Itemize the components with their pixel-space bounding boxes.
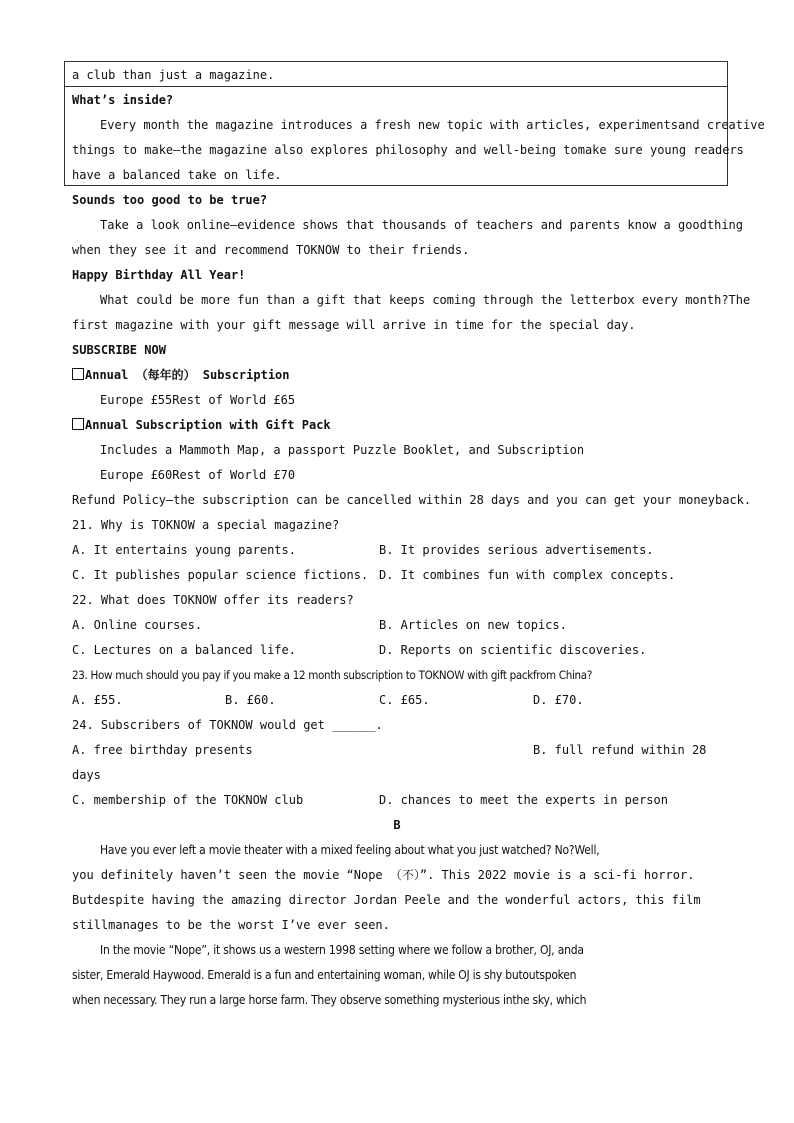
q21-row2 [72,568,722,582]
q22-option-a[interactable]: A. Online courses. [72,618,203,632]
question-22: 22. What does TOKNOW offer its readers? [72,593,354,607]
whats-inside-p3: have a balanced take on life. [72,168,282,182]
q23-row [72,693,722,707]
q24-option-b-continued: days [72,768,101,782]
text-box-divider [64,86,728,87]
option-gift-pack-includes: Includes a Mammoth Map, a passport Puzzle Booklet, and Subscription [100,443,585,457]
refund-policy: Refund Policy—the subscription can be cancelled within 28 days and you can get your moneyback. [72,493,752,507]
q24-row1 [72,743,722,757]
q21-option-b[interactable]: B. It provides serious advertisements. [379,543,654,557]
question-23: 23. How much should you pay if you make a 12 month subscription to TOKNOW with gift packfrom China? [72,668,593,682]
birthday-p2: first magazine with your gift message will arrive in time for the special day. [72,318,636,332]
q24-option-c[interactable]: C. membership of the TOKNOW club [72,793,304,807]
checkbox-gift-pack[interactable] [72,418,84,430]
box-line-0: a club than just a magazine. [72,68,275,82]
sounds-p2: when they see it and recommend TOKNOW to their friends. [72,243,470,257]
option-annual[interactable] [72,368,290,382]
q21-option-d[interactable]: D. It combines fun with complex concepts. [379,568,676,582]
q24-option-a[interactable]: A. free birthday presents [72,743,253,757]
q23-option-d[interactable]: D. £70. [533,693,584,707]
q23-option-c[interactable]: C. £65. [379,693,430,707]
section-b-p1-l4: stillmanages to be the worst I’ve ever seen. [72,918,390,932]
q22-option-d[interactable]: D. Reports on scientific discoveries. [379,643,647,657]
q21-option-a[interactable]: A. It entertains young parents. [72,543,296,557]
q21-option-c[interactable]: C. It publishes popular science fictions. [72,568,369,582]
section-b-p2-l1: In the movie “Nope”, it shows us a western 1998 setting where we follow a brother, OJ, anda [100,943,584,957]
q22-option-b[interactable]: B. Articles on new topics. [379,618,567,632]
subscribe-heading: SUBSCRIBE NOW [72,343,166,357]
option-annual-price: Europe £55Rest of World £65 [100,393,296,407]
birthday-heading: Happy Birthday All Year! [72,268,246,282]
question-24: 24. Subscribers of TOKNOW would get ______. [72,718,383,732]
q23-option-a[interactable]: A. £55. [72,693,123,707]
whats-inside-p1: Every month the magazine introduces a fresh new topic with articles, experimentsand creative [100,118,765,132]
section-b-label: B [393,818,401,832]
whats-inside-heading: What’s inside? [72,93,174,107]
section-b-p1-l3: Butdespite having the amazing director Jordan Peele and the wonderful actors, this film [72,893,701,907]
checkbox-annual[interactable] [72,368,84,380]
option-gift-pack-label: Annual Subscription with Gift Pack [85,418,331,432]
section-b-p2-l3: when necessary. They run a large horse farm. They observe something mysterious inthe sky, which [72,993,587,1007]
q23-option-b[interactable]: B. £60. [225,693,276,707]
q22-row1 [72,618,722,632]
section-b-p1-l2: you definitely haven’t seen the movie “Nope （不）”. This 2022 movie is a sci-fi horror. [72,868,695,882]
q24-option-d[interactable]: D. chances to meet the experts in person [379,793,668,807]
option-gift-pack[interactable] [72,418,331,432]
option-gift-pack-price: Europe £60Rest of World £70 [100,468,296,482]
q24-option-b[interactable]: B. full refund within 28 [533,743,707,757]
birthday-p1: What could be more fun than a gift that keeps coming through the letterbox every month?The [100,293,751,307]
section-b-p2-l2: sister, Emerald Haywood. Emerald is a fun and entertaining woman, while OJ is shy butoutspoken [72,968,577,982]
q21-row1 [72,543,722,557]
q22-row2 [72,643,722,657]
option-annual-label: Annual （每年的） Subscription [85,368,290,382]
section-b-p1-l1: Have you ever left a movie theater with a mixed feeling about what you just watched? No?Well, [100,843,600,857]
q24-row2 [72,793,722,807]
question-21: 21. Why is TOKNOW a special magazine? [72,518,340,532]
sounds-p1: Take a look online—evidence shows that thousands of teachers and parents know a goodthing [100,218,743,232]
whats-inside-p2: things to make—the magazine also explores philosophy and well-being tomake sure young readers [72,143,744,157]
q22-option-c[interactable]: C. Lectures on a balanced life. [72,643,296,657]
sounds-heading: Sounds too good to be true? [72,193,268,207]
